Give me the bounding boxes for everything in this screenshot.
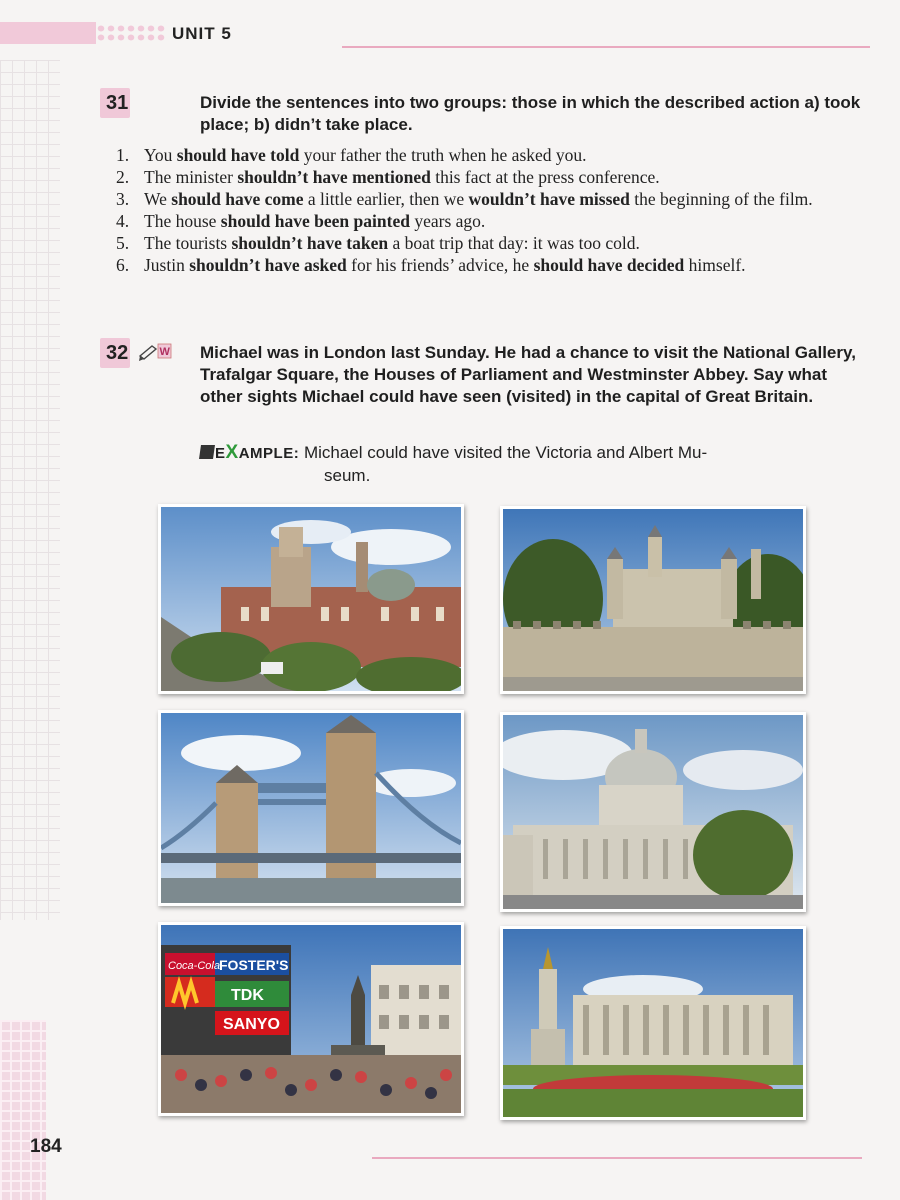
sign-fosters: FOSTER'S [219,957,289,973]
modal-phrase: shouldn’t have asked [189,255,347,275]
header-rule [342,46,870,48]
sentence-item [112,144,872,166]
sentence-item [112,254,872,276]
photo-tower-of-london [500,506,806,694]
exercise-32-instruction: Michael was in London last Sunday. He had a chance to visit the National Gallery, Trafalgar Square, the Houses of Parliament and Westminster Abbey. Say what other sights Michael could have seen (visited) in the capital of Great Britain. [200,343,856,406]
sentence-item [112,232,872,254]
sentence-text: himself. [684,255,746,275]
modal-phrase: should have told [176,145,300,165]
sentence-number: 1. [116,145,130,165]
header-dots [96,24,166,42]
example-block [200,442,870,487]
sentence-number: 3. [116,189,130,209]
modal-phrase: shouldn’t have mentioned [237,167,431,187]
pencil-writing-icon [138,340,172,362]
photo-piccadilly-circus [158,922,464,1116]
example-text-continued: seum. [324,466,371,485]
footer-rule [372,1157,862,1159]
sentence-text: Justin [144,255,190,275]
modal-phrase: shouldn’t have taken [231,233,389,253]
exercise-31-instruction: Divide the sentences into two groups: those in which the described action a) took place; b) didn’t take place. [200,93,861,134]
sentence-item [112,210,872,232]
sentence-text: a little earlier, then we [303,189,469,209]
sentence-number: 2. [116,167,130,187]
sign-tdk: TDK [231,987,264,1004]
sentence-text: The minister [144,167,238,187]
example-tag: EXAMPLE: [200,445,299,462]
modal-phrase: wouldn’t have missed [468,189,630,209]
sentence-number: 4. [116,211,130,231]
sentence-text: years ago. [409,211,486,231]
modal-phrase: should have come [171,189,304,209]
example-text: Michael could have visited the Victoria and Albert Mu- [303,443,708,462]
sign-cocacola: Coca-Cola [168,960,220,972]
modal-phrase: should have decided [533,255,685,275]
sentence-number: 6. [116,255,130,275]
header-bar [0,22,96,44]
sentence-text: for his friends’ advice, he [346,255,534,275]
example-box-icon [199,445,215,459]
photo-victoria-albert-museum [158,504,464,694]
sentence-item [112,166,872,188]
sentence-text: a boat trip that day: it was too cold. [388,233,640,253]
sign-sanyo: SANYO [223,1016,280,1033]
sentence-text: The tourists [144,233,232,253]
left-pink-grid [0,1020,46,1200]
sentence-text: You [144,145,177,165]
sentence-number: 5. [116,233,130,253]
sentence-text: this fact at the press conference. [430,167,660,187]
sentence-text: The house [144,211,221,231]
exercise-31-number: 31 [106,92,129,114]
w-badge: W [159,346,170,358]
sentence-item [112,188,872,210]
sentence-text: your father the truth when he asked you. [299,145,587,165]
exercise-32-number: 32 [106,342,129,364]
sentence-text: We [144,189,172,209]
left-decorative-pattern [0,60,60,920]
sentence-text: the beginning of the film. [629,189,813,209]
photo-tower-bridge [158,710,464,906]
photo-buckingham-palace [500,926,806,1120]
page-number: 184 [30,1136,62,1157]
unit-title: UNIT 5 [172,24,232,43]
sentence-list [112,144,872,276]
modal-phrase: should have been painted [220,211,410,231]
photo-st-pauls-cathedral [500,712,806,912]
